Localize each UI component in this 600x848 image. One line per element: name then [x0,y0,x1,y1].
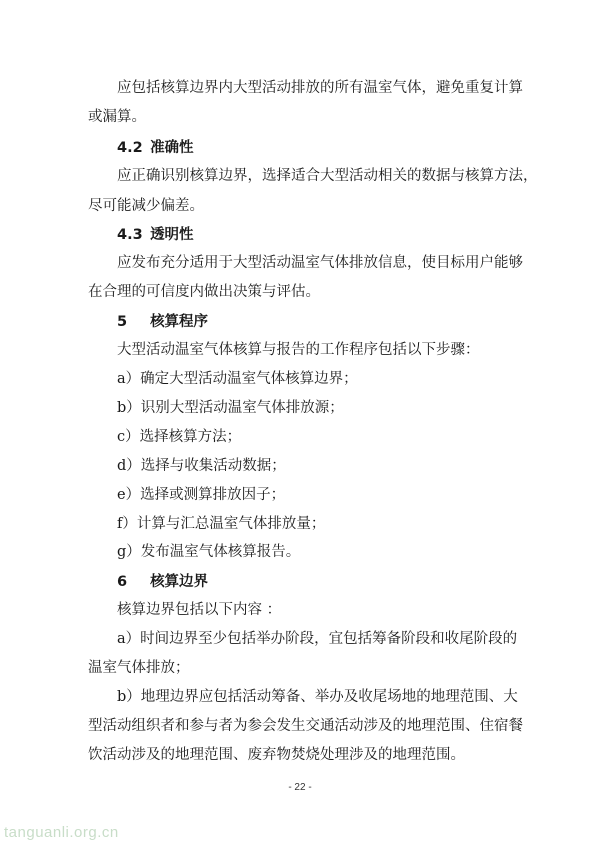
list-item: c）选择核算方法； [117,429,242,445]
paragraph-line: 应发布充分适用于大型活动温室气体排放信息，使目标用户能够 [117,255,523,271]
paragraph-line: 尽可能减少偏差。 [88,198,204,214]
list-item: b）识别大型活动温室气体排放源； [117,400,344,416]
list-item: f）计算与汇总温室气体排放量； [117,516,326,532]
paragraph-line: 在合理的可信度内做出决策与评估。 [88,284,320,300]
section-title: 准确性 [150,140,194,156]
section-heading-5 [117,312,208,332]
section-title: 核算程序 [150,314,209,330]
section-number: 4.3 [117,227,143,243]
list-item: a）确定大型活动温室气体核算边界； [117,371,358,387]
paragraph-line: 应正确识别核算边界，选择适合大型活动相关的数据与核算方法， [117,168,538,184]
section-number: 5 [117,314,128,330]
section-heading-4-2 [117,138,194,158]
paragraph-line: 或漏算。 [88,109,146,125]
list-item: b）地理边界应包括活动筹备、举办及收尾场地的地理范围、大 [117,689,518,705]
watermark: tanguanli.org.cn [4,824,119,841]
section-title: 透明性 [150,227,194,243]
list-item: g）发布温室气体核算报告。 [117,544,301,560]
section-number: 4.2 [117,140,143,156]
page-number: - 22 - [288,782,312,793]
section-heading-4-3 [117,225,194,245]
list-item: a）时间边界至少包括举办阶段，宜包括筹备阶段和收尾阶段的 [117,631,518,647]
paragraph-line: 型活动组织者和参与者为参会发生交通活动涉及的地理范围、住宿餐 [88,718,523,734]
paragraph-line: 应包括核算边界内大型活动排放的所有温室气体，避免重复计算 [117,80,523,96]
list-item: d）选择与收集活动数据； [117,458,286,474]
paragraph-line: 温室气体排放； [88,660,190,676]
list-item: e）选择或测算排放因子； [117,487,286,503]
section-title: 核算边界 [150,574,209,590]
paragraph-line: 饮活动涉及的地理范围、废弃物焚烧处理涉及的地理范围。 [88,747,465,763]
paragraph-line: 大型活动温室气体核算与报告的工作程序包括以下步骤： [117,342,480,358]
section-heading-6 [117,572,208,592]
section-number: 6 [117,574,128,590]
paragraph-line: 核算边界包括以下内容 ： [117,602,282,618]
